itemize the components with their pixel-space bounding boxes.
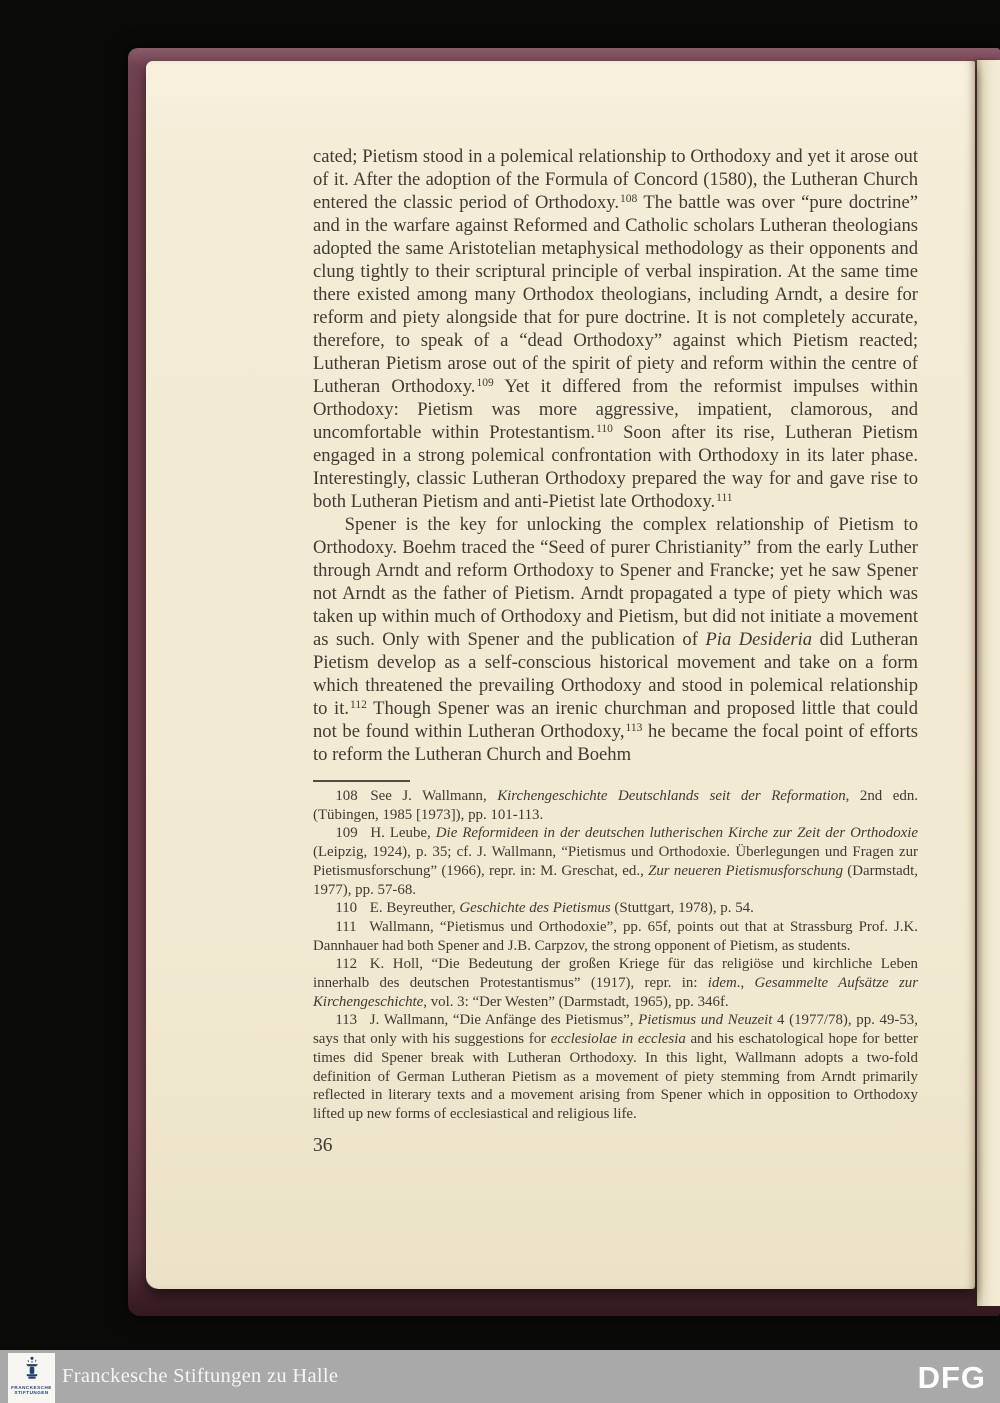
body-text [313,145,918,766]
book-page [146,61,975,1289]
footnote-111: 111 Wallmann, “Pietismus und Orthodoxie”, pp. 65f, points out that at Strassburg Prof. J.K. Dannhauer had both Spener and J.B. Carpzov, the strong opponent of Pietism, as students. [313,918,918,954]
franckesche-stiftungen-logo [8,1353,55,1403]
footnote-separator [313,780,410,782]
logo-caption: FRANCKESCHE STIFTUNGEN [11,1385,52,1396]
paragraph-2: Spener is the key for unlocking the complex relationship of Pietism to Orthodoxy. Boehm traced the “Seed of purer Christianity” from the early Luther through Arndt and reform Orthodoxy to Spener and Francke; yet he saw Spener not Arndt as the father of Pietism. Arndt propagated a type of piety which was taken up within much of Orthodoxy and Pietism, but did not initiate a movement as such. Only with Spener and the publication of Pia Desideria did Lutheran Pietism develop as a self-conscious historical movement and take on a form which threatened the prevailing Orthodoxy and stood in polemical relationship to it.$^{112}$ Though Spener was an irenic churchman and proposed little that could not be found within Lutheran Orthodoxy,$^{113}$ he became the focal point of efforts to reform the Lutheran Church and Boehm [313,514,919,765]
footnote-109: 109 H. Leube, Die Reformideen in der deutschen lutherischen Kirche zur Zeit der Orthodoxie (Leipzig, 1924), p. 35; cf. J. Wallmann, “Pietismus und Orthodoxie. Überlegungen und Fragen zur Pietismusforschung” (1966), repr. in: M. Greschat, ed., Zur neueren Pietismusforschung (Darmstadt, 1977), pp. 57-68. [313,825,918,898]
facing-page-edge [977,60,1000,1306]
dfg-logo: DFG [917,1360,986,1395]
franckesche-emblem-icon [19,1355,45,1385]
viewer-footer-bar [0,1350,1000,1403]
footnote-108: 108 See J. Wallmann, Kirchengeschichte Deutschlands seit der Reformation, 2nd edn. (Tübingen, 1985 [1973]), pp. 101-113. [313,788,918,823]
footnote-110: 110 E. Beyreuther, Geschichte des Pietismus (Stuttgart, 1978), p. 54. [335,900,754,917]
institution-name: Franckesche Stiftungen zu Halle [62,1365,339,1387]
footnotes [313,787,918,1124]
footnote-113: 113 J. Wallmann, “Die Anfänge des Pietismus”, Pietismus und Neuzeit 4 (1977/78), pp. 49-53, says that only with his suggestions for ecclesiolae in ecclesia and his eschatological hope for better times did Spener break with Lutheran Orthodoxy. In this light, Wallmann adopts a two-fold definition of German Lutheran Pietism as a movement of piety stemming from Arndt primarily reflected in literary texts and a movement arising from Spener which in opposition to Orthodoxy lifted up new forms of ecclesiastical and religious life. [313,1012,918,1122]
paragraph-1: cated; Pietism stood in a polemical relationship to Orthodoxy and yet it arose out of it. After the adoption of the Formula of Concord (1580), the Lutheran Church entered the classic period of Orthodoxy.$^{108}$ The battle was over “pure doctrine” and in the warfare against Reformed and Catholic scholars Lutheran theologians adopted the same Aristotelian metaphysical methodology as their opponents and clung tightly to their scriptural principle of verbal inspiration. At the same time there existed among many Orthodox theologians, including Arndt, a desire for reform and piety alongside that for pure doctrine. It is not completely accurate, therefore, to speak of a “dead Orthodoxy” against which Pietism reacted; Lutheran Pietism arose out of the spirit of piety and reform within the centre of Lutheran Orthodoxy.$^{109}$ Yet it differed from the reformist impulses within Orthodoxy: Pietism was more aggressive, impatient, clamorous, and uncomfortable within Protestantism.$^{110}$ Soon after its rise, Lutheran Pietism engaged in a strong polemical confrontation with Orthodoxy in its later phase. Interestingly, classic Lutheran Orthodoxy prepared the way for and gave rise to both Lutheran Pietism and anti-Pietist late Orthodoxy.$^{111}$ [313,146,918,512]
page-number: 36 [313,1135,333,1156]
footnote-112: 112 K. Holl, “Die Bedeutung der großen Kriege für das religiöse und kirchliche Leben innerhalb des deutschen Protestantismus” (1917), repr. in: idem., Gesammelte Aufsätze zur Kirchengeschichte, vol. 3: “Der Westen” (Darmstadt, 1965), pp. 346f. [313,956,918,1010]
